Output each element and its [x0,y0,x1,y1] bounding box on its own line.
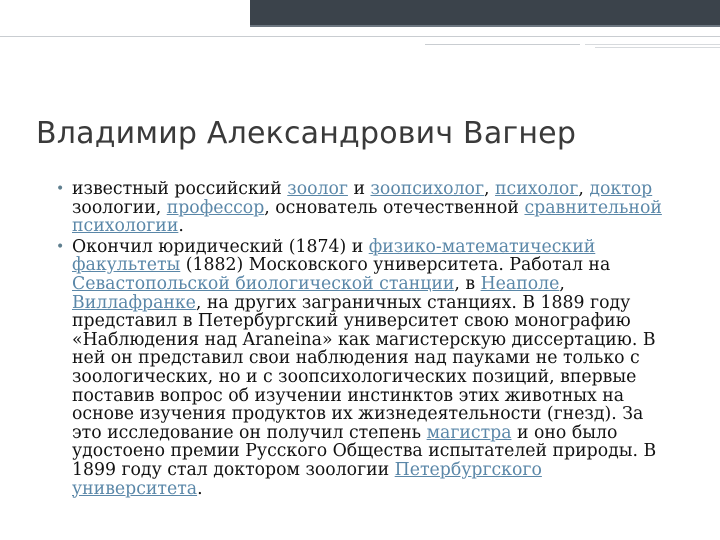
hyperlink[interactable]: зоопсихолог [370,179,485,199]
hyperlink[interactable]: физико-математический факультеты [72,236,596,276]
hyperlink[interactable]: психолог [495,179,579,199]
body-text: , [484,179,496,199]
bullet-icon: • [56,238,65,255]
body-text: , основатель отечественной [264,197,525,218]
decorative-rule [425,44,580,45]
body-text: и [347,179,371,199]
hyperlink[interactable]: профессор [166,197,265,218]
body-text: известный российский [72,179,288,199]
hyperlink[interactable]: доктор [589,179,653,199]
body-text: , [559,273,565,294]
body-text: (1882) Московского университета. Работал на [180,255,611,276]
top-dark-band [250,0,720,27]
hyperlink[interactable]: Севастопольской биологической станции [72,273,455,294]
bullet-item-biography [56,180,676,236]
body-text: , [578,179,590,199]
body-text: зоологии, [72,197,167,218]
body-text: , на других заграничных станциях. В 1889 году представил в Петербургский университет свою монографию «Наблюдения над Araneina» как магистерскую диссертацию. В ней он представил свои наблюдения над пауками не только с зоологических, но и с зоопсихологических позиций, впервые поставив вопрос об изучении инстинктов этих животных на основе изучения продуктов их жизнедеятельности (гнезд). За это исследование он получил степень [72,292,656,443]
hyperlink[interactable]: Петербургского университета [72,459,542,499]
decorative-rule [595,47,720,48]
hyperlink[interactable]: Виллафранке [72,292,196,313]
body-text: . [197,478,203,499]
body-text: и оно было удостоено премии Русского Общества испытателей природы. В 1899 году стал доктором зоологии [72,422,657,480]
bullet-icon: • [56,181,65,197]
body-text: Окончил юридический (1874) и [72,236,369,257]
hyperlink[interactable]: Неаполе [480,273,560,294]
slide-title: Владимир Александрович Вагнер [36,116,577,151]
bullet-list [56,180,676,498]
hyperlink[interactable]: магистра [426,422,512,443]
hyperlink[interactable]: зоолог [287,179,348,199]
decorative-rule [0,36,720,37]
hyperlink[interactable]: сравнительной психологии [72,197,662,237]
top-decoration [0,0,720,28]
bullet-item-education [56,238,676,498]
body-text: . [178,216,184,237]
body-text: , в [454,273,481,294]
decorative-rule [585,44,720,45]
